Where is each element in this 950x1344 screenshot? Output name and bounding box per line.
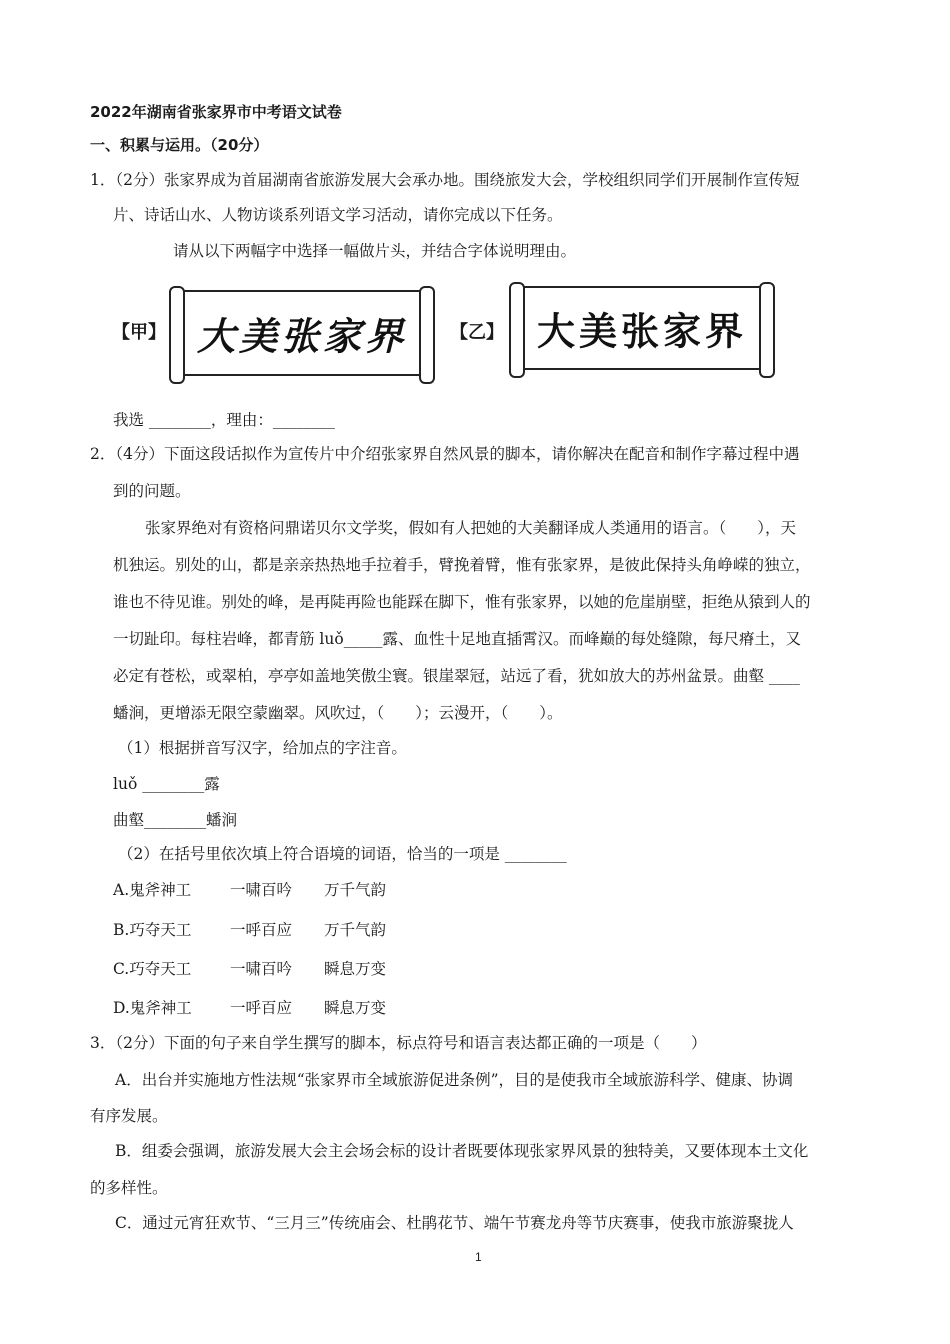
q3-option-b-line2: 的多样性。 bbox=[90, 1179, 168, 1197]
q2-sub1-answer-b: 曲壑________蟠涧 bbox=[113, 811, 238, 829]
option-d-2: 一呼百应 bbox=[230, 999, 293, 1017]
option-d-3: 瞬息万变 bbox=[324, 999, 387, 1017]
q3-option-a-line2: 有序发展。 bbox=[90, 1107, 168, 1125]
q1-answer-line: 我选 ________，理由：________ bbox=[113, 411, 335, 429]
q2-passage-line2: 机独运。别处的山，都是亲亲热热地手拉着手，臂挽着臂，惟有张家界，是彼此保持头角峥嵘的独立， bbox=[113, 556, 811, 574]
option-a-1: A.鬼斧神工 bbox=[113, 881, 192, 899]
q2-passage-line3: 谁也不待见谁。别处的峰，是再陡再险也能踩在脚下，惟有张家界，以她的危崖崩壁，拒绝从猿到人的 bbox=[113, 593, 811, 611]
option-a-3: 万千气韵 bbox=[324, 881, 387, 899]
q2-passage-line5: 必定有苍松，或翠柏，亭亭如盖地笑傲尘寰。银崖翠冠，站远了看，犹如放大的苏州盆景。曲壑 ____ bbox=[113, 667, 800, 685]
tag-yi: 【乙】 bbox=[450, 322, 504, 343]
q3-option-b-line1: B．组委会强调，旅游发展大会主会场会标的设计者既要体现张家界风景的独特美，又要体现本土文化 bbox=[115, 1142, 809, 1160]
q2-sub2-prompt: （2）在括号里依次填上符合语境的词语，恰当的一项是 ________ bbox=[118, 845, 567, 863]
option-c-3: 瞬息万变 bbox=[324, 960, 387, 978]
q3-stem: 3．（2分）下面的句子来自学生撰写的脚本，标点符号和语言表达都正确的一项是（ ） bbox=[90, 1034, 707, 1052]
q2-passage-line4: 一切趾印。每柱岩峰，都青筋 luǒ_____露、血性十足地直插霄汉。而峰巅的每处缝隙，每尺瘠土，又 bbox=[113, 630, 801, 648]
q1-instruction: 请从以下两幅字中选择一幅做片头，并结合字体说明理由。 bbox=[173, 242, 577, 260]
option-b-3: 万千气韵 bbox=[324, 921, 387, 939]
page-number: 1 bbox=[475, 1250, 482, 1264]
q2-passage-line1: 张家界绝对有资格问鼎诺贝尔文学奖，假如有人把她的大美翻译成人类通用的语言。（ ），天 bbox=[145, 519, 797, 537]
q1-stem-line1: 1．（2分）张家界成为首届湖南省旅游发展大会承办地。围绕旅发大会，学校组织同学们开展制作宣传短 bbox=[90, 171, 800, 189]
tag-jia: 【甲】 bbox=[112, 322, 166, 343]
scroll-yi bbox=[515, 286, 769, 370]
option-b-1: B.巧夺天工 bbox=[113, 921, 192, 939]
document-title: 2022年湖南省张家界市中考语文试卷 bbox=[90, 103, 342, 121]
section-heading: 一、积累与运用。（20分） bbox=[90, 136, 269, 154]
scroll-yi-text: 大美张家界 bbox=[536, 309, 747, 354]
q3-option-a-line1: A．出台并实施地方性法规“张家界市全域旅游促进条例”，目的是使我市全域旅游科学、健康、协调 bbox=[115, 1071, 794, 1089]
q2-stem-line1: 2．（4分）下面这段话拟作为宣传片中介绍张家界自然风景的脚本，请你解决在配音和制作字幕过程中遇 bbox=[90, 445, 800, 463]
q2-sub1-prompt: （1）根据拼音写汉字，给加点的字注音。 bbox=[118, 739, 407, 757]
option-b-2: 一呼百应 bbox=[230, 921, 293, 939]
q1-stem-line2: 片、诗话山水、人物访谈系列语文学习活动，请你完成以下任务。 bbox=[113, 206, 563, 224]
q2-sub1-answer-a: luǒ ________露 bbox=[113, 775, 220, 793]
q3-option-c-line1: C．通过元宵狂欢节、“三月三”传统庙会、杜鹃花节、端午节赛龙舟等节庆赛事，使我市旅游聚拢人 bbox=[115, 1214, 794, 1232]
option-a-2: 一啸百吟 bbox=[230, 881, 293, 899]
q2-stem-line2: 到的问题。 bbox=[113, 482, 191, 500]
q2-passage-line6: 蟠涧，更增添无限空蒙幽翠。风吹过，（ ）；云漫开，（ ）。 bbox=[113, 704, 563, 722]
scroll-jia-text: 大美张家界 bbox=[196, 313, 407, 359]
scroll-jia bbox=[175, 290, 429, 376]
option-d-1: D.鬼斧神工 bbox=[113, 999, 192, 1017]
option-c-2: 一啸百吟 bbox=[230, 960, 293, 978]
option-c-1: C.巧夺天工 bbox=[113, 960, 192, 978]
